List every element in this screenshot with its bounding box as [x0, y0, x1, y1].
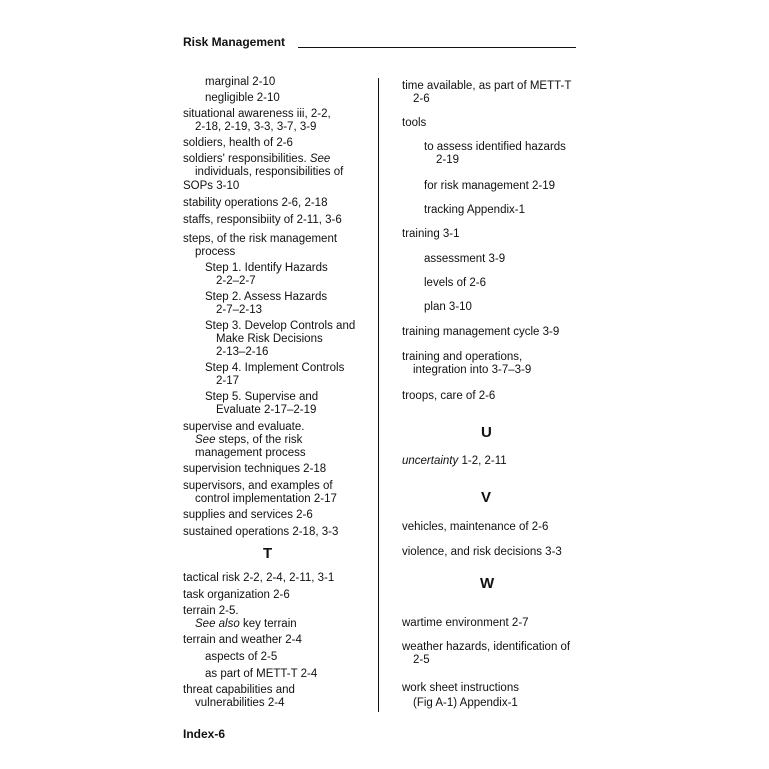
index-subentry: Step 1. Identify Hazards	[205, 262, 328, 274]
index-subentry: assessment 3-9	[424, 253, 506, 265]
index-entry: weather hazards, identification of	[402, 641, 571, 653]
index-entry-cont: 2-18, 2-19, 3-3, 3-7, 3-9	[195, 121, 317, 133]
index-subentry: tracking Appendix-1	[424, 204, 526, 216]
index-entry: supervise and evaluate.	[183, 421, 305, 433]
see-reference: See	[309, 153, 331, 165]
index-subentry: levels of 2-6	[424, 277, 487, 289]
index-entry: soldiers, health of 2-6	[183, 137, 293, 149]
index-subentry-cont: 2-2–2-7	[216, 275, 256, 287]
index-subentry-cont: 2-17	[216, 375, 240, 387]
index-entry: terrain 2-5.	[183, 605, 239, 617]
index-entry: supplies and services 2-6	[183, 509, 313, 521]
index-subentry-cont: Make Risk Decisions	[216, 333, 323, 345]
header-rule	[298, 47, 576, 48]
entry-text: steps, of the risk	[218, 434, 303, 446]
index-entry-cont: 2-5	[413, 654, 430, 666]
index-entry: SOPs 3-10	[183, 180, 240, 192]
index-entry: staffs, responsibiity of 2-11, 3-6	[183, 214, 342, 226]
index-entry: time available, as part of METT-T	[402, 80, 572, 92]
index-entry-cont	[195, 434, 302, 447]
page-footer: Index-6	[183, 727, 226, 741]
see-reference: See	[195, 434, 216, 446]
index-entry: tools	[402, 117, 427, 129]
index-entry-cont: vulnerabilities 2-4	[195, 697, 285, 709]
index-subentry: Step 2. Assess Hazards	[205, 291, 328, 303]
index-entry	[183, 153, 330, 166]
index-entry-cont	[195, 618, 297, 631]
index-entry-cont: control implementation 2-17	[195, 493, 337, 505]
index-subentry: Step 4. Implement Controls	[205, 362, 345, 374]
index-entry: task organization 2-6	[183, 589, 290, 601]
index-entry-cont: management process	[195, 447, 306, 459]
column-divider	[378, 78, 379, 712]
index-entry: terrain and weather 2-4	[183, 634, 302, 646]
index-subentry: aspects of 2-5	[205, 651, 278, 663]
index-entry: situational awareness iii, 2-2,	[183, 108, 331, 120]
index-entry: stability operations 2-6, 2-18	[183, 197, 328, 209]
index-entry: violence, and risk decisions 3-3	[402, 546, 562, 558]
entry-text: soldiers' responsibilities.	[183, 153, 307, 165]
index-entry: sustained operations 2-18, 3-3	[183, 526, 339, 538]
index-entry: vehicles, maintenance of 2-6	[402, 521, 549, 533]
index-entry: supervisors, and examples of	[183, 480, 333, 492]
index-entry: troops, care of 2-6	[402, 390, 496, 402]
section-letter-t: T	[263, 545, 273, 562]
index-entry: training and operations,	[402, 351, 523, 363]
entry-pages: 1-2, 2-11	[461, 455, 507, 467]
see-also-reference: See also	[195, 618, 240, 630]
index-subentry-cont: 2-7–2-13	[216, 304, 263, 316]
index-subentry: as part of METT-T 2-4	[205, 668, 318, 680]
index-subentry: Step 5. Supervise and	[205, 391, 319, 403]
index-entry-cont: (Fig A-1) Appendix-1	[413, 697, 518, 709]
index-subentry: negligible 2-10	[205, 92, 280, 104]
section-letter-w: W	[480, 575, 495, 592]
entry-term: uncertainty	[402, 455, 459, 467]
index-subentry: marginal 2-10	[205, 76, 276, 88]
index-entry-cont: individuals, responsibilities of	[195, 166, 344, 178]
entry-text: key terrain	[242, 618, 297, 630]
index-entry: work sheet instructions	[402, 682, 519, 694]
index-subentry: for risk management 2-19	[424, 180, 556, 192]
index-entry: wartime environment 2-7	[402, 617, 529, 629]
index-entry-cont: 2-6	[413, 93, 430, 105]
index-entry: training 3-1	[402, 228, 460, 240]
index-entry	[402, 455, 507, 468]
index-entry: tactical risk 2-2, 2-4, 2-11, 3-1	[183, 572, 335, 584]
index-subentry: plan 3-10	[424, 301, 472, 313]
index-entry-cont: integration into 3-7–3-9	[413, 364, 532, 376]
index-entry: supervision techniques 2-18	[183, 463, 327, 475]
index-entry-cont: process	[195, 246, 236, 258]
running-header: Risk Management	[183, 35, 286, 49]
index-subentry-cont: 2-13–2-16	[216, 346, 269, 358]
index-subentry-cont: Evaluate 2-17–2-19	[216, 404, 317, 416]
index-subentry: to assess identified hazards	[424, 141, 566, 153]
index-subentry-cont: 2-19	[436, 154, 460, 166]
section-letter-u: U	[481, 424, 492, 441]
index-entry: training management cycle 3-9	[402, 326, 560, 338]
index-entry: steps, of the risk management	[183, 233, 338, 245]
index-subentry: Step 3. Develop Controls and	[205, 320, 356, 332]
section-letter-v: V	[481, 489, 492, 506]
index-entry: threat capabilities and	[183, 684, 295, 696]
